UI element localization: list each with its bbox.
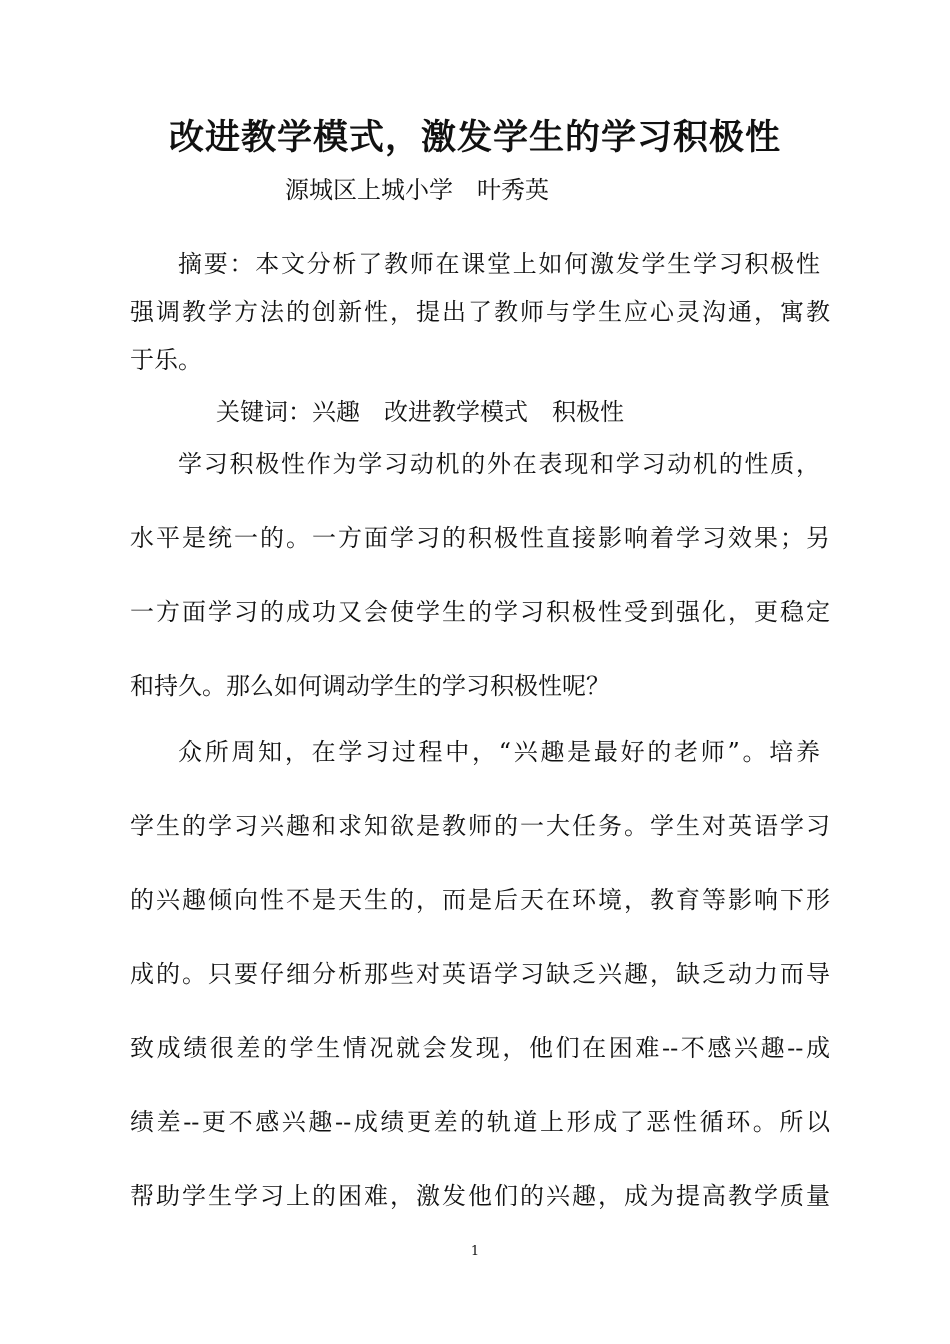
paragraph-line: 绩差--更不感兴趣--成绩更差的轨道上形成了恶性循环。所以: [130, 1108, 830, 1136]
paragraph-line: 水平是统一的。一方面学习的积极性直接影响着学习效果；另: [130, 524, 830, 552]
author-byline: 源城区上城小学 叶秀英: [285, 176, 549, 204]
keywords-line: 关键词：兴趣 改进教学模式 积极性: [216, 398, 624, 426]
page-number: 1: [470, 1244, 480, 1259]
paragraph-line: 成的。只要仔细分析那些对英语学习缺乏兴趣，缺乏动力而导: [130, 960, 830, 988]
abstract-line: 强调教学方法的创新性，提出了教师与学生应心灵沟通，寓教: [130, 298, 830, 326]
paragraph-line: 和持久。那么如何调动学生的学习积极性呢？: [130, 672, 610, 700]
abstract-line: 于乐。: [130, 346, 202, 374]
paragraph-line: 致成绩很差的学生情况就会发现，他们在困难--不感兴趣--成: [130, 1034, 830, 1062]
paragraph-line: 学习积极性作为学习动机的外在表现和学习动机的性质，: [178, 450, 820, 478]
paragraph-line: 的兴趣倾向性不是天生的，而是后天在环境，教育等影响下形: [130, 886, 830, 914]
paragraph-line: 学生的学习兴趣和求知欲是教师的一大任务。学生对英语学习: [130, 812, 830, 840]
paragraph-line: 帮助学生学习上的困难，激发他们的兴趣，成为提高教学质量: [130, 1182, 830, 1210]
abstract-line: 摘要：本文分析了教师在课堂上如何激发学生学习积极性: [178, 250, 820, 278]
paragraph-line: 一方面学习的成功又会使学生的学习积极性受到强化，更稳定: [130, 598, 830, 626]
document-title: 改进教学模式，激发学生的学习积极性: [168, 118, 781, 158]
paragraph-line: 众所周知，在学习过程中，“兴趣是最好的老师”。培养: [178, 738, 820, 766]
